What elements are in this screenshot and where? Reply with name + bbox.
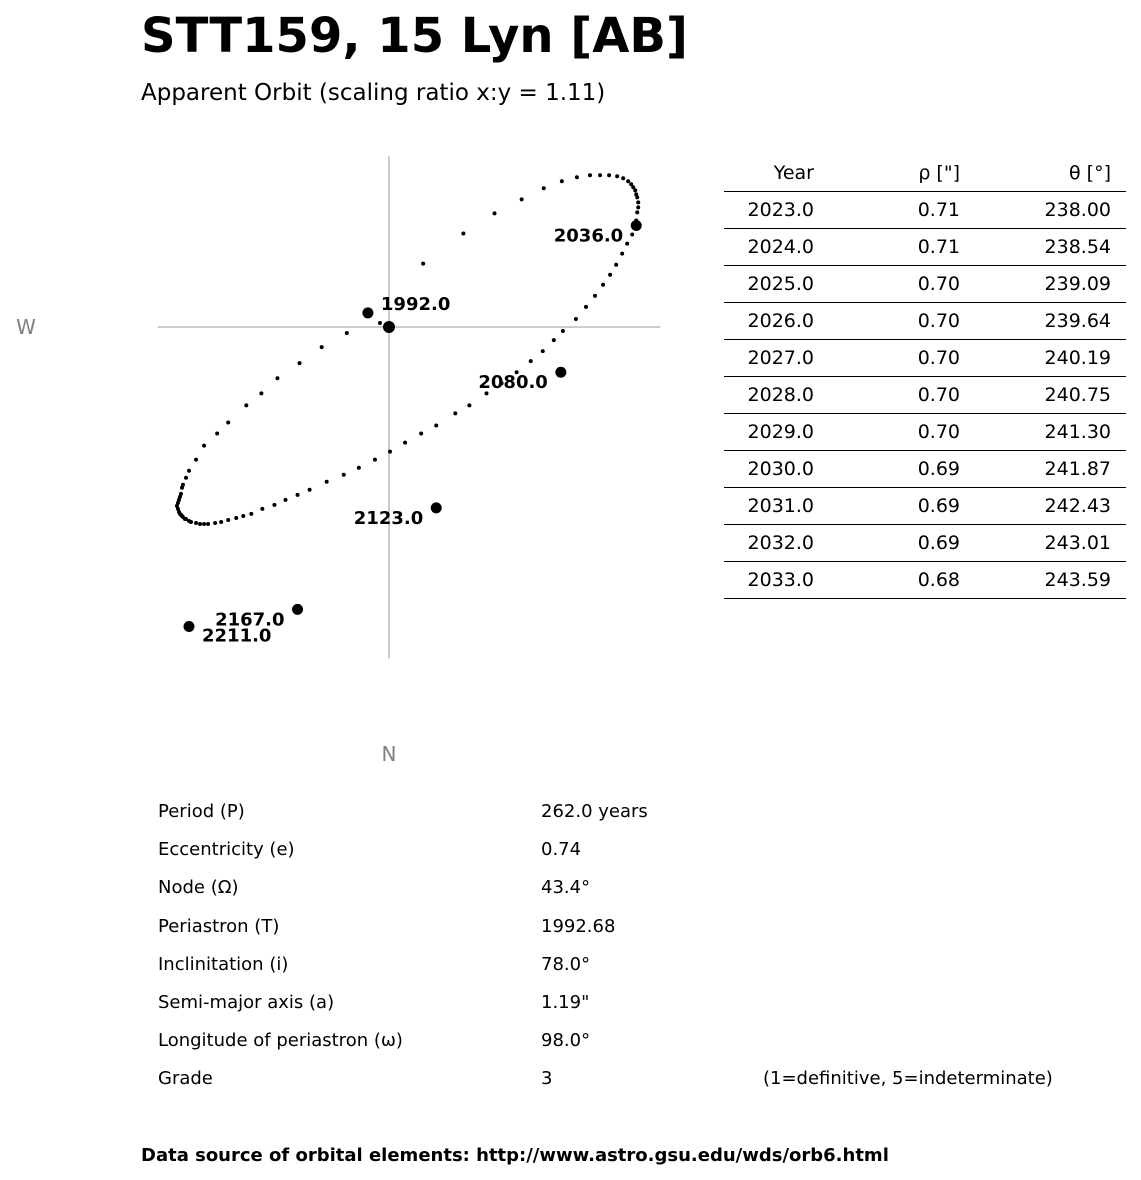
axis-label-north: N — [381, 742, 397, 766]
orbit-point — [561, 329, 565, 333]
element-label: Eccentricity (e) — [158, 839, 295, 861]
element-value: 78.0° — [541, 953, 591, 975]
cell-year: 2024.0 — [724, 229, 814, 266]
cell-year: 2025.0 — [724, 266, 814, 303]
element-value: 1992.68 — [541, 915, 616, 937]
cell-year: 2030.0 — [724, 451, 814, 488]
element-row-inclination — [158, 947, 1108, 985]
orbit-point — [626, 179, 630, 183]
orbit-point — [461, 232, 465, 236]
epoch-label: 2167.0 — [215, 609, 285, 631]
orbit-point — [635, 210, 639, 214]
orbit-point — [194, 521, 198, 525]
orbit-point — [184, 476, 188, 480]
orbit-point — [421, 262, 425, 266]
cell-rho: 0.70 — [814, 303, 960, 340]
epoch-marker — [362, 307, 373, 318]
cell-year: 2028.0 — [724, 377, 814, 414]
cell-year: 2031.0 — [724, 488, 814, 525]
orbit-point — [560, 179, 564, 183]
cell-rho: 0.69 — [814, 488, 960, 525]
orbit-point — [588, 173, 592, 177]
cell-year: 2032.0 — [724, 525, 814, 562]
orbit-point — [419, 432, 423, 436]
table-row — [724, 266, 1126, 303]
orbital-elements — [158, 794, 1108, 1100]
orbit-point — [608, 273, 612, 277]
element-value: 0.74 — [541, 839, 582, 861]
primary-star — [383, 321, 395, 333]
cell-pad — [1111, 451, 1126, 488]
orbit-point — [453, 411, 457, 415]
element-row-node — [158, 870, 1108, 908]
orbit-point — [601, 283, 605, 287]
orbit-point — [621, 176, 625, 180]
cell-rho: 0.68 — [814, 562, 960, 599]
cell-pad — [1111, 525, 1126, 562]
orbit-point — [206, 522, 210, 526]
orbit-point — [620, 252, 624, 256]
element-row-longitude-periastron — [158, 1023, 1108, 1061]
cell-theta: 243.01 — [960, 525, 1111, 562]
table-row — [724, 340, 1126, 377]
table-row — [724, 451, 1126, 488]
orbit-point — [403, 441, 407, 445]
cell-year: 2026.0 — [724, 303, 814, 340]
orbit-point — [615, 174, 619, 178]
header-rho: ρ ["] — [814, 155, 960, 192]
table-row — [724, 192, 1126, 229]
orbit-point — [260, 507, 264, 511]
cell-year: 2023.0 — [724, 192, 814, 229]
orbit-point — [342, 473, 346, 477]
epoch-marker — [631, 220, 642, 231]
orbit-point — [272, 503, 276, 507]
orbit-point — [308, 488, 312, 492]
cell-pad — [1111, 562, 1126, 599]
element-row-eccentricity — [158, 832, 1108, 870]
orbit-point — [467, 403, 471, 407]
orbit-point — [357, 466, 361, 470]
cell-rho: 0.71 — [814, 192, 960, 229]
orbit-point — [180, 486, 184, 490]
element-label: Node (Ω) — [158, 877, 239, 899]
table-row — [724, 229, 1126, 266]
element-value: 3 — [541, 1068, 553, 1090]
orbit-plot — [0, 140, 700, 780]
orbit-point — [598, 173, 602, 177]
orbit-point — [529, 359, 533, 363]
orbit-point — [634, 192, 638, 196]
orbit-point — [234, 516, 238, 520]
orbit-point — [520, 197, 524, 201]
cell-pad — [1111, 488, 1126, 525]
orbit-point — [552, 338, 556, 342]
cell-rho: 0.69 — [814, 451, 960, 488]
element-value: 43.4° — [541, 877, 591, 899]
header-pad — [1111, 155, 1126, 192]
cell-pad — [1111, 377, 1126, 414]
orbit-point — [244, 403, 248, 407]
chart-subtitle: Apparent Orbit (scaling ratio x:y = 1.11) — [141, 80, 606, 106]
element-row-period — [158, 794, 1108, 832]
cell-year: 2033.0 — [724, 562, 814, 599]
cell-theta: 241.87 — [960, 451, 1111, 488]
orbit-point — [378, 321, 382, 325]
orbit-point — [614, 263, 618, 267]
orbit-point — [325, 480, 329, 484]
cell-theta: 243.59 — [960, 562, 1111, 599]
orbit-point — [575, 175, 579, 179]
element-row-periastron — [158, 909, 1108, 947]
orbit-point — [187, 469, 191, 473]
cell-rho: 0.70 — [814, 377, 960, 414]
cell-theta: 241.30 — [960, 414, 1111, 451]
cell-theta: 239.09 — [960, 266, 1111, 303]
orbit-point — [213, 521, 217, 525]
orbit-point — [636, 205, 640, 209]
element-label: Inclinitation (i) — [158, 953, 289, 975]
cell-pad — [1111, 229, 1126, 266]
cell-pad — [1111, 340, 1126, 377]
orbit-point — [542, 186, 546, 190]
orbit-point — [198, 522, 202, 526]
cell-pad — [1111, 414, 1126, 451]
epoch-marker — [184, 621, 195, 632]
element-value: 262.0 years — [541, 801, 648, 822]
orbit-point — [434, 423, 438, 427]
element-row-semi-major-axis — [158, 985, 1108, 1023]
orbit-point — [283, 498, 287, 502]
element-row-grade — [158, 1061, 1108, 1099]
orbit-point — [320, 345, 324, 349]
orbit-point — [202, 444, 206, 448]
table-row — [724, 525, 1126, 562]
orbit-point — [593, 294, 597, 298]
cell-pad — [1111, 266, 1126, 303]
element-label: Grade — [158, 1068, 213, 1090]
grade-note: (1=definitive, 5=indeterminate) — [763, 1068, 1053, 1090]
cell-pad — [1111, 192, 1126, 229]
orbit-point — [345, 331, 349, 335]
cell-rho: 0.70 — [814, 414, 960, 451]
orbit-point — [298, 361, 302, 365]
epoch-marker — [431, 502, 442, 513]
epoch-label: 2036.0 — [553, 225, 624, 247]
element-label: Periastron (T) — [158, 915, 280, 937]
cell-rho: 0.70 — [814, 340, 960, 377]
orbit-point — [219, 520, 223, 524]
orbit-point — [607, 173, 611, 177]
ephemeris-table — [724, 155, 1126, 599]
orbit-point — [629, 182, 633, 186]
table-row — [724, 303, 1126, 340]
axis-label-west: W — [16, 315, 36, 339]
cell-theta: 240.75 — [960, 377, 1111, 414]
cell-year: 2027.0 — [724, 340, 814, 377]
orbit-point — [226, 518, 230, 522]
ephemeris-header-row — [724, 155, 1126, 192]
cell-year: 2029.0 — [724, 414, 814, 451]
cell-rho: 0.71 — [814, 229, 960, 266]
cell-rho: 0.69 — [814, 525, 960, 562]
cell-pad — [1111, 303, 1126, 340]
cell-rho: 0.70 — [814, 266, 960, 303]
element-label: Period (P) — [158, 801, 245, 822]
orbit-point — [574, 317, 578, 321]
orbit-point — [584, 305, 588, 309]
orbit-point — [189, 520, 193, 524]
orbit-point — [194, 458, 198, 462]
epoch-marker — [292, 604, 303, 615]
cell-theta: 240.19 — [960, 340, 1111, 377]
orbit-point — [541, 349, 545, 353]
orbit-point — [625, 242, 629, 246]
orbit-point — [215, 432, 219, 436]
orbit-point — [202, 522, 206, 526]
cell-theta: 242.43 — [960, 488, 1111, 525]
element-value: 98.0° — [541, 1030, 591, 1052]
chart-title: STT159, 15 Lyn [AB] — [141, 8, 688, 64]
cell-theta: 239.64 — [960, 303, 1111, 340]
orbit-point — [259, 391, 263, 395]
element-label: Longitude of periastron (ω) — [158, 1030, 403, 1052]
element-value: 1.19" — [541, 991, 590, 1013]
data-source-footer: Data source of orbital elements: http://www.astro.gsu.edu/wds/orb6.html — [141, 1145, 889, 1166]
table-row — [724, 414, 1126, 451]
cell-theta: 238.00 — [960, 192, 1111, 229]
orbit-point — [388, 450, 392, 454]
orbit-point — [636, 200, 640, 204]
epoch-label: 1992.0 — [380, 293, 451, 315]
orbit-point — [493, 211, 497, 215]
orbit-point — [249, 512, 253, 516]
table-row — [724, 377, 1126, 414]
epoch-marker — [555, 367, 566, 378]
table-row — [724, 562, 1126, 599]
epoch-label: 2123.0 — [353, 507, 424, 529]
header-year: Year — [724, 155, 814, 192]
epoch-label: 2211.0 — [202, 625, 272, 647]
orbit-point — [373, 458, 377, 462]
cell-theta: 238.54 — [960, 229, 1111, 266]
element-label: Semi-major axis (a) — [158, 991, 335, 1013]
orbit-point — [630, 233, 634, 237]
orbit-point — [296, 493, 300, 497]
table-row — [724, 488, 1126, 525]
orbit-point — [226, 420, 230, 424]
header-theta: θ [°] — [960, 155, 1111, 192]
orbit-point — [275, 376, 279, 380]
epoch-label: 2080.0 — [478, 372, 548, 394]
orbit-point — [241, 514, 245, 518]
